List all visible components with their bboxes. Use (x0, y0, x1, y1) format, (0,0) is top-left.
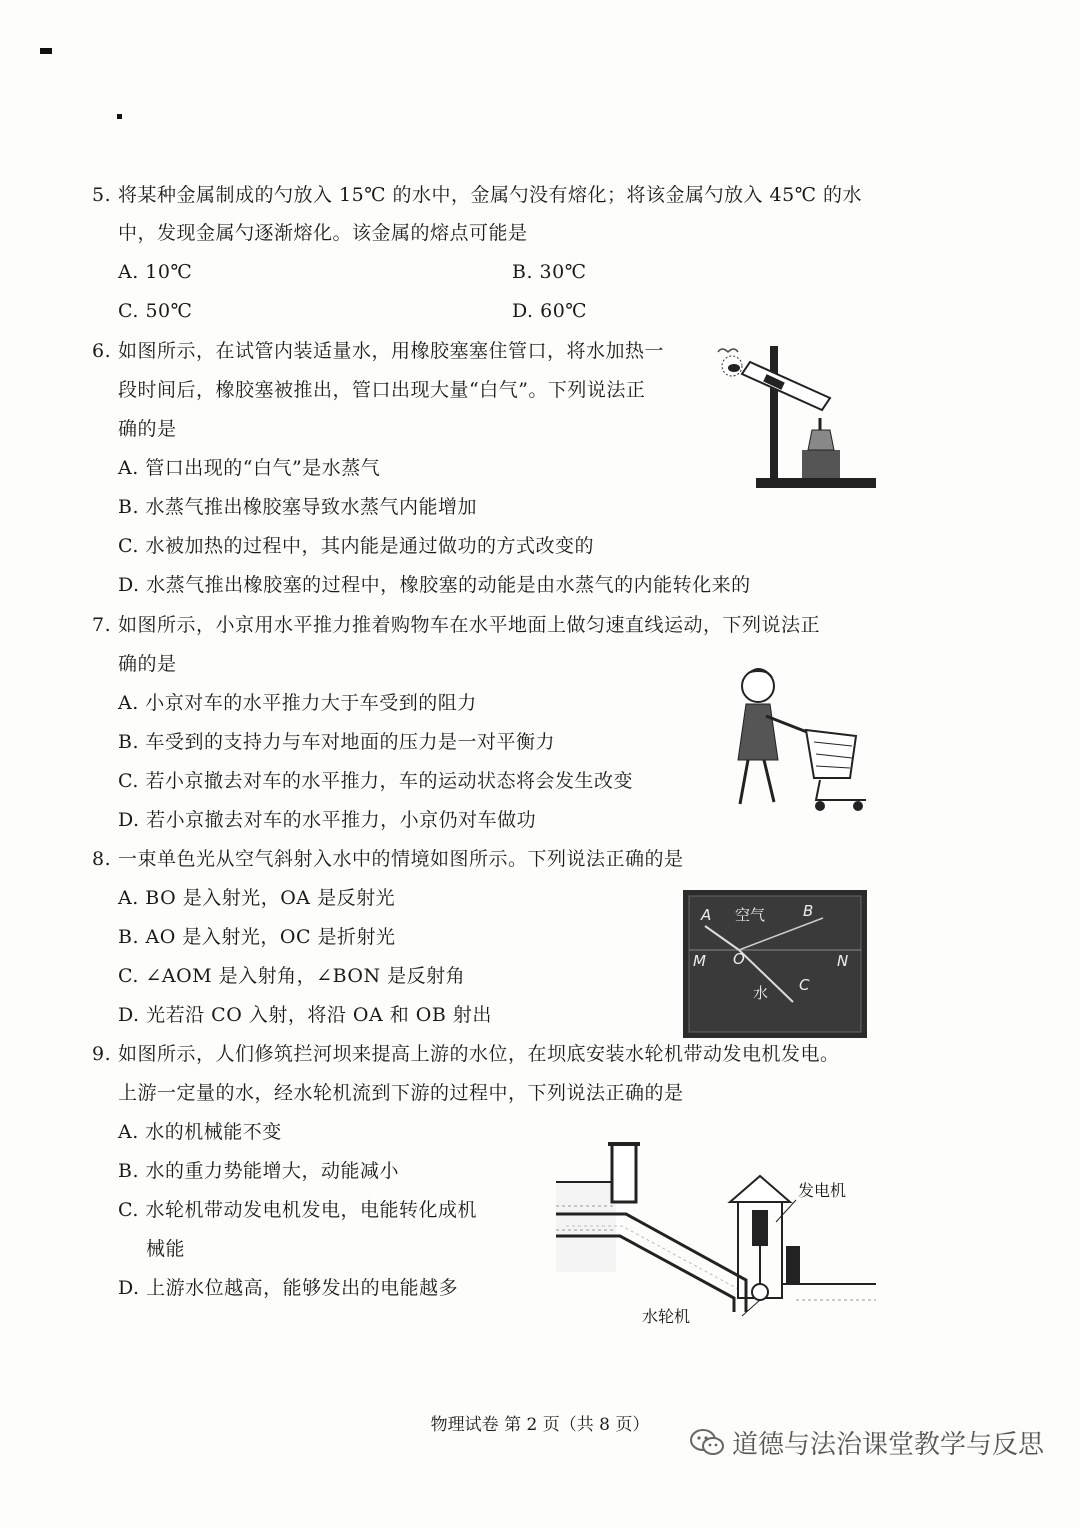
fig-label-turbine: 水轮机 (642, 1307, 691, 1326)
test-tube-figure (712, 338, 882, 494)
q8-option-a: A. BO 是入射光，OA 是反射光 (118, 887, 396, 909)
q7-stem: 确的是 (118, 653, 177, 675)
q7-option-c: C. 若小京撤去对车的水平推力，车的运动状态将会发生改变 (118, 770, 633, 792)
watermark-text: 道德与法治课堂教学与反思 (731, 1430, 1044, 1460)
shopping-cart-figure (716, 660, 872, 816)
fig-label-b: B (803, 902, 814, 920)
q6-stem: 6. 如图所示，在试管内装适量水，用橡胶塞塞住管口，将水加热一 (92, 340, 665, 362)
q9-option-a: A. 水的机械能不变 (118, 1121, 282, 1143)
q6-option-a: A. 管口出现的“白气”是水蒸气 (118, 457, 381, 479)
q7-stem: 7. 如图所示，小京用水平推力推着购物车在水平地面上做匀速直线运动，下列说法正 (92, 614, 821, 636)
q5-option-d: D. 60℃ (512, 300, 588, 322)
fig-label-air: 空气 (735, 906, 766, 924)
q8-option-d: D. 光若沿 CO 入射，将沿 OA 和 OB 射出 (118, 1004, 492, 1026)
q5-option-c: C. 50℃ (118, 300, 193, 322)
page-footer: 物理试卷 第 2 页（共 8 页） (430, 1415, 650, 1435)
q9-option-b: B. 水的重力势能增大，动能减小 (118, 1160, 400, 1182)
q7-option-a: A. 小京对车的水平推力大于车受到的阻力 (118, 692, 477, 714)
q5-stem: 中，发现金属勺逐渐熔化。该金属的熔点可能是 (118, 222, 528, 244)
fig-label-water: 水 (753, 984, 769, 1002)
fig-label-m: M (693, 952, 706, 970)
q6-stem: 确的是 (118, 418, 177, 440)
fig-label-a: A (701, 906, 712, 924)
q6-option-d: D. 水蒸气推出橡胶塞的过程中，橡胶塞的动能是由水蒸气的内能转化来的 (118, 574, 751, 596)
q9-stem: 上游一定量的水，经水轮机流到下游的过程中，下列说法正确的是 (118, 1082, 684, 1104)
q5-option-b: B. 30℃ (512, 261, 587, 283)
fig-label-o: O (733, 950, 745, 968)
scan-mark (40, 48, 52, 54)
dam-figure (556, 1140, 876, 1330)
wechat-icon (690, 1429, 724, 1457)
fig-label-c: C (799, 976, 810, 994)
q7-option-d: D. 若小京撤去对车的水平推力，小京仍对车做功 (118, 809, 537, 831)
refraction-figure (683, 890, 867, 1038)
q5-stem: 5. 将某种金属制成的勺放入 15℃ 的水中，金属勺没有熔化；将该金属勺放入 45℃ 的水 (92, 184, 863, 206)
fig-label-generator: 发电机 (798, 1181, 847, 1200)
q5-option-a: A. 10℃ (118, 261, 193, 283)
q8-option-b: B. AO 是入射光，OC 是折射光 (118, 926, 396, 948)
q6-stem: 段时间后，橡胶塞被推出，管口出现大量“白气”。下列说法正 (118, 379, 646, 401)
q8-stem: 8. 一束单色光从空气斜射入水中的情境如图所示。下列说法正确的是 (92, 848, 684, 870)
q6-option-b: B. 水蒸气推出橡胶塞导致水蒸气内能增加 (118, 496, 478, 518)
scan-mark (117, 114, 122, 119)
q7-option-b: B. 车受到的支持力与车对地面的压力是一对平衡力 (118, 731, 556, 753)
q9-option-c: C. 水轮机带动发电机发电，电能转化成机 (118, 1199, 477, 1221)
q8-option-c: C. ∠AOM 是入射角，∠BON 是反射角 (118, 965, 466, 987)
q9-option-d: D. 上游水位越高，能够发出的电能越多 (118, 1277, 459, 1299)
q9-option-c-cont: 械能 (146, 1238, 186, 1260)
fig-label-n: N (837, 952, 849, 970)
q9-stem: 9. 如图所示，人们修筑拦河坝来提高上游的水位，在坝底安装水轮机带动发电机发电。 (92, 1043, 840, 1065)
watermark (690, 1424, 1044, 1461)
q6-option-c: C. 水被加热的过程中，其内能是通过做功的方式改变的 (118, 535, 594, 557)
